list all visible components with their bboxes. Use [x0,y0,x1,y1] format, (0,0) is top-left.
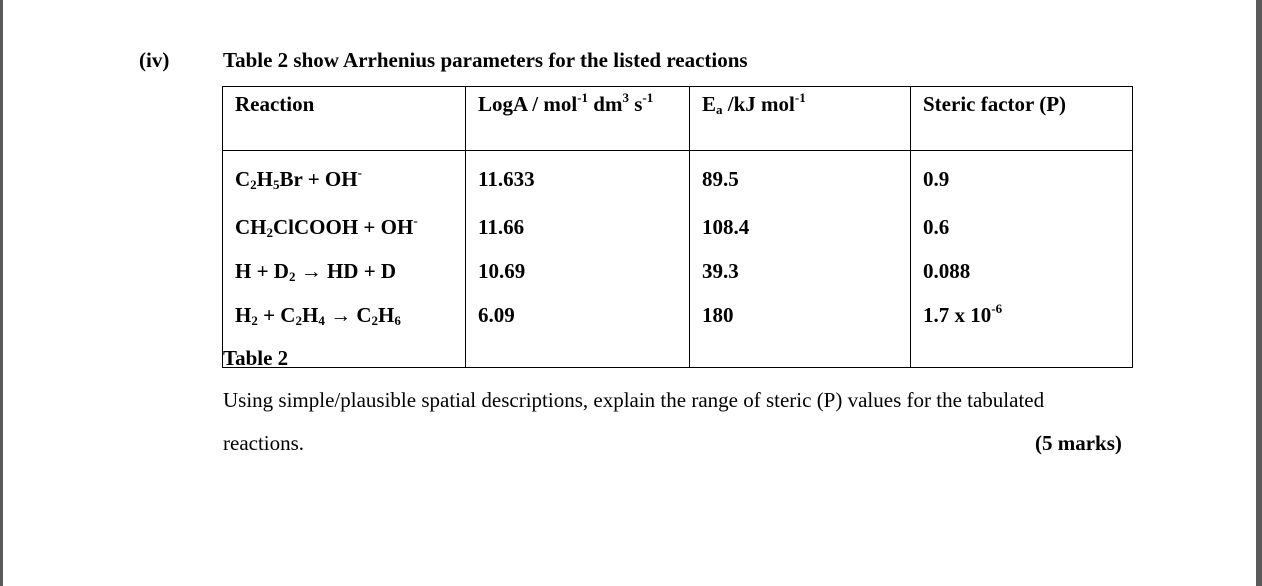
ea-cell: 39.3 [690,255,911,299]
steric-value: 1.7 x 10 [923,303,992,327]
loga-cell: 6.09 [466,299,690,368]
reaction-subscript: 6 [394,313,401,328]
header-ea-unit: /kJ mol [722,92,795,116]
header-ea [690,87,911,151]
reaction-subscript: 2 [266,225,273,240]
ea-cell: 108.4 [690,209,911,255]
reaction-text: + C [257,303,296,327]
steric-cell: 0.9 [911,151,1133,210]
steric-cell: 0.088 [911,255,1133,299]
table-header-row [223,87,1133,151]
question-number: (iv) [139,48,170,72]
header-ea-exp: -1 [794,90,806,105]
reaction-subscript: 2 [371,313,378,328]
loga-cell: 11.633 [466,151,690,210]
header-loga-dm: dm [588,92,623,116]
question-heading: Table 2 show Arrhenius parameters for the listed reactions [223,48,748,72]
reaction-cell [223,209,466,255]
reaction-subscript: 2 [251,313,258,328]
reaction-text: H [256,167,274,191]
header-steric [911,87,1133,151]
question-text-line1: Using simple/plausible spatial descriptions, explain the range of steric (P) values for the tabulated [223,388,1045,412]
page-border-right [1256,0,1262,586]
ea-cell: 89.5 [690,151,911,210]
page-border-left [0,0,3,586]
reaction-text: H [301,303,319,327]
header-steric-label: Steric factor (P) [923,92,1067,116]
reaction-text: C [235,167,251,191]
ea-cell: 180 [690,299,911,368]
reaction-cell [223,255,466,299]
steric-cell: 0.6 [911,209,1133,255]
header-ea-sub: a [716,102,723,117]
reaction-text: H [378,303,395,327]
arrhenius-table [222,86,1133,368]
table-row [223,255,1133,299]
header-reaction-label: Reaction [235,92,315,116]
reaction-text: → HD + D [295,259,397,283]
marks-label: (5 marks) [1035,431,1122,455]
reaction-text: ClCOOH + OH [273,215,414,239]
reaction-text: H [235,303,252,327]
reaction-subscript: 2 [288,269,296,284]
reaction-text: H + D [235,259,289,283]
loga-cell: 11.66 [466,209,690,255]
header-loga [466,87,690,151]
header-loga-exp1: -1 [577,90,589,105]
question-text-line2: reactions. [223,431,305,455]
table-caption: Table 2 [223,346,289,370]
reaction-subscript: 5 [273,177,280,192]
table-row [223,209,1133,255]
table-row [223,299,1133,368]
reaction-text: → C [324,303,372,327]
reaction-superscript: - [413,213,418,228]
header-reaction [223,87,466,151]
steric-exponent: -6 [991,301,1003,316]
reaction-text: CH [235,215,267,239]
reaction-subscript: 4 [318,313,325,328]
reaction-superscript: - [357,165,362,180]
steric-cell [911,299,1133,368]
header-loga-exp3: -1 [642,90,654,105]
table-row [223,151,1133,210]
reaction-subscript: 2 [295,313,302,328]
header-loga-s: s [628,92,643,116]
reaction-cell [223,151,466,210]
loga-cell: 10.69 [466,255,690,299]
reaction-text: Br + OH [279,167,358,191]
header-loga-exp2: 3 [622,90,629,105]
header-loga-text: LogA / mol [478,92,578,116]
header-ea-symbol: E [702,92,717,116]
reaction-subscript: 2 [250,177,257,192]
